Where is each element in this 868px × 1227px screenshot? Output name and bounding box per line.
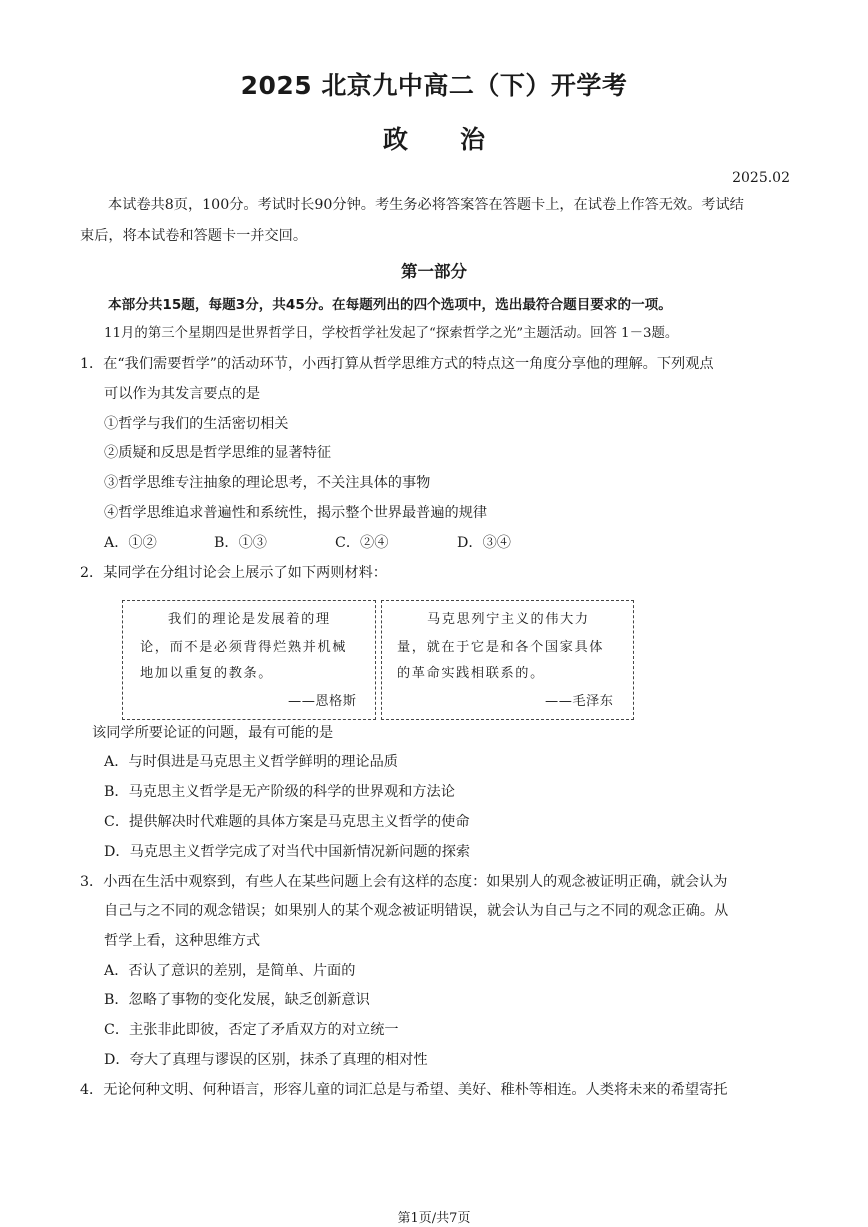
- quote-mao-line-2: 量，就在于它是和各个国家具体: [397, 640, 605, 655]
- quote-engels-line-2: 论，而不是必须背得烂熟并机械: [140, 640, 348, 655]
- q2-question: 该同学所要论证的问题，最有可能的是: [92, 725, 334, 741]
- subject-char-2: 治: [460, 125, 486, 154]
- quote-engels-line-3: 地加以重复的教条。: [140, 666, 274, 681]
- subject-title: [0, 120, 868, 156]
- question-group-context: 11月的第三个星期四是世界哲学日，学校哲学社发起了“探索哲学之光”主题活动。回答 1－3题。: [104, 326, 679, 341]
- q3-option-a: A．否认了意识的差别，是简单、片面的: [104, 963, 356, 979]
- q1-option-a: A．①②: [104, 535, 157, 551]
- q3-option-b: B．忽略了事物的变化发展，缺乏创新意识: [104, 992, 370, 1008]
- q1-statement-4: ④哲学思维追求普遍性和系统性，揭示整个世界最普遍的规律: [104, 505, 488, 521]
- exam-title: 2025 北京九中高二（下）开学考: [240, 71, 628, 100]
- part-title: 第一部分: [401, 262, 467, 281]
- exam-date: 2025.02: [732, 170, 790, 186]
- q1-statement-1: ①哲学与我们的生活密切相关: [104, 416, 289, 432]
- part-intro: 本部分共15题，每题3分，共45分。在每题列出的四个选项中，选出最符合题目要求的一项。: [108, 297, 672, 313]
- q3-option-c: C．主张非此即彼，否定了矛盾双方的对立统一: [104, 1022, 399, 1038]
- quote-engels-line-1: 我们的理论是发展着的理: [168, 612, 331, 627]
- q1-stem-line-1: 1．在“我们需要哲学”的活动环节，小西打算从哲学思维方式的特点这一角度分享他的理解。下列观点: [80, 356, 714, 372]
- q2-option-b: B．马克思主义哲学是无产阶级的科学的世界观和方法论: [104, 784, 455, 800]
- instructions-line-1: 本试卷共8页，100分。考试时长90分钟。考生务必将答案答在答题卡上，在试卷上作答无效。考试结: [108, 197, 744, 213]
- quote-mao-line-1: 马克思列宁主义的伟大力: [427, 612, 590, 627]
- q1-stem-line-2: 可以作为其发言要点的是: [104, 386, 261, 402]
- quote-mao-line-3: 的革命实践相联系的。: [397, 666, 545, 681]
- q4-stem-line-1: 4．无论何种文明、何种语言，形容儿童的词汇总是与希望、美好、稚朴等相连。人类将未来的希望寄托: [80, 1082, 728, 1098]
- q1-option-c: C．②④: [335, 535, 389, 551]
- q2-stem: 2．某同学在分组讨论会上展示了如下两则材料：: [80, 565, 387, 581]
- q2-option-d: D．马克思主义哲学完成了对当代中国新情况新问题的探索: [104, 844, 471, 860]
- q3-stem-line-1: 3．小西在生活中观察到，有些人在某些问题上会有这样的态度：如果别人的观念被证明正确，就会认为: [80, 874, 728, 890]
- q3-option-d: D．夸大了真理与谬误的区别，抹杀了真理的相对性: [104, 1052, 428, 1068]
- q2-option-c: C．提供解决时代难题的具体方案是马克思主义哲学的使命: [104, 814, 470, 830]
- subject-char-1: 政: [382, 125, 408, 154]
- q3-stem-line-2: 自己与之不同的观念错误；如果别人的某个观念被证明错误，就会认为自己与之不同的观念正确。从: [104, 903, 729, 919]
- instructions-line-2: 束后，将本试卷和答题卡一并交回。: [80, 228, 308, 244]
- q1-option-d: D．③④: [457, 535, 511, 551]
- q1-statement-3: ③哲学思维专注抽象的理论思考，不关注具体的事物: [104, 475, 431, 491]
- q1-option-b: B．①③: [214, 535, 267, 551]
- q3-stem-line-3: 哲学上看，这种思维方式: [104, 933, 261, 949]
- q1-statement-2: ②质疑和反思是哲学思维的显著特征: [104, 445, 332, 461]
- page-footer: 第1页/共7页: [397, 1211, 471, 1226]
- quote-mao-source: ——毛泽东: [545, 694, 614, 709]
- q2-option-a: A．与时俱进是马克思主义哲学鲜明的理论品质: [104, 754, 398, 770]
- quote-engels-source: ——恩格斯: [288, 694, 357, 709]
